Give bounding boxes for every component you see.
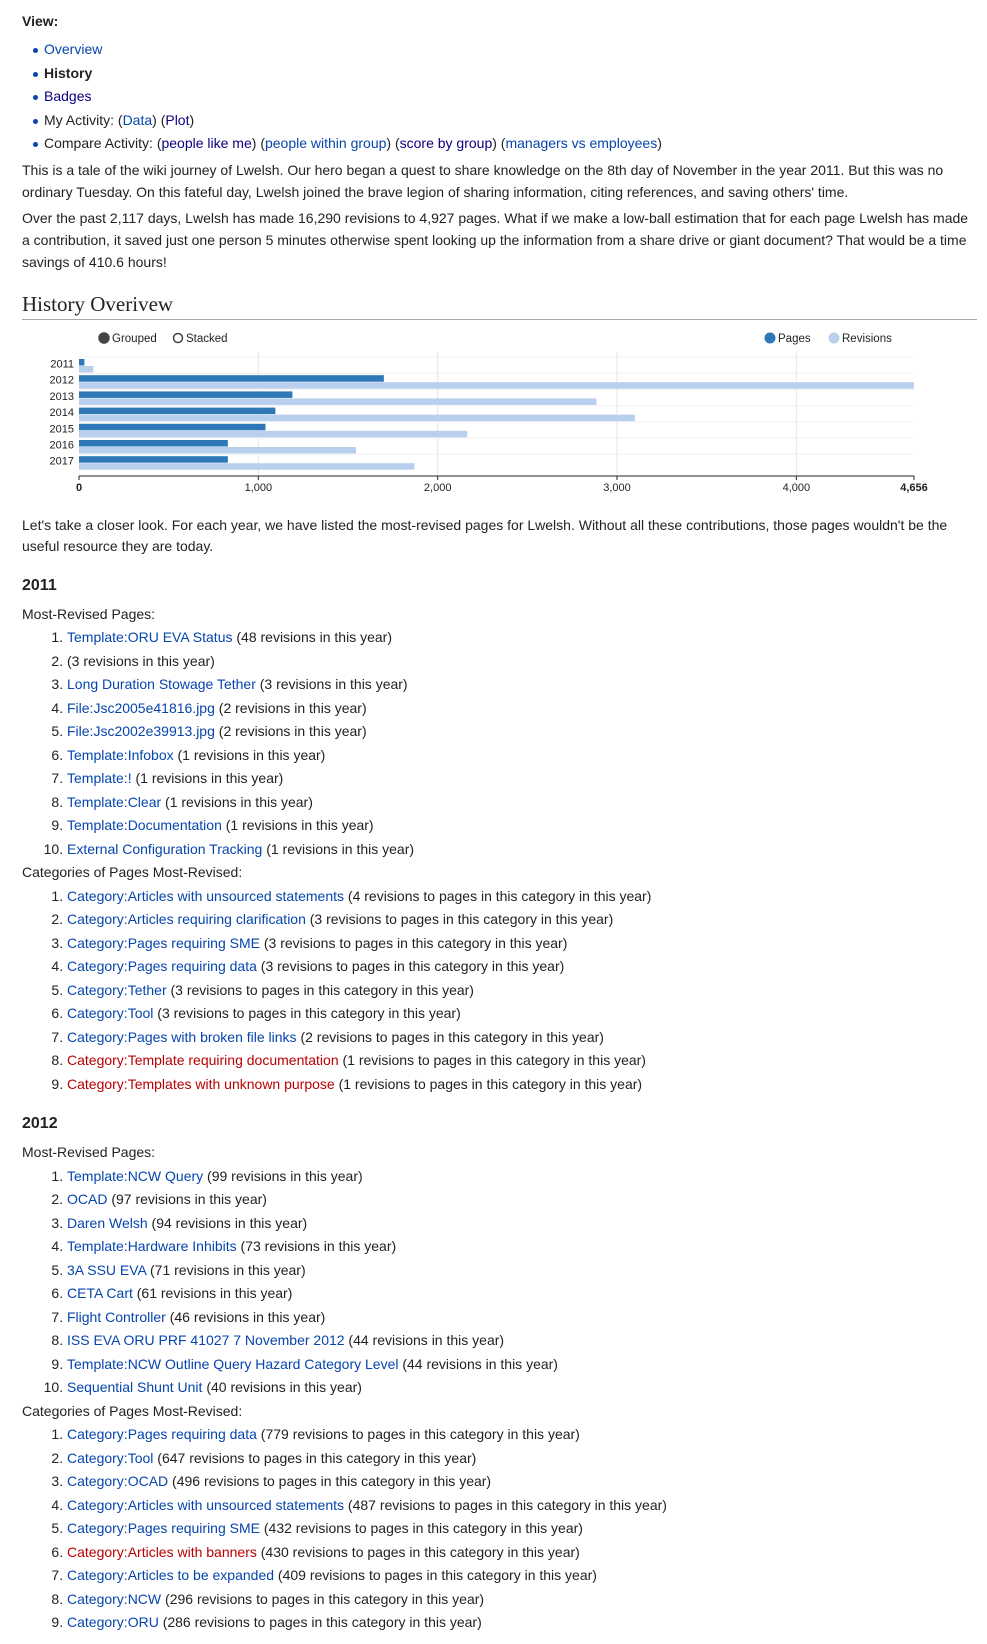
list-item [67,1306,977,1330]
list-item [67,1165,977,1189]
category-link[interactable]: Category:Articles with banners [67,1543,257,1560]
history-overview-heading: History Overivew [22,291,977,319]
revision-count: (2 revisions in this year) [214,723,367,740]
revision-count: (487 revisions to pages in this category in this year) [344,1496,667,1513]
page-link[interactable]: Template:! [67,770,132,787]
category-link[interactable]: Category:Articles requiring clarification [67,911,306,928]
separator: ) ( [492,135,506,152]
x-tick-label: 4,656 [900,481,928,494]
revision-count: (432 revisions to pages in this category in this year) [260,1520,583,1537]
my-activity-plot-link[interactable]: Plot [165,111,190,128]
list-item [67,885,977,909]
badges-link[interactable]: Badges [44,88,92,105]
bar-revisions-2012[interactable] [79,382,914,389]
bar-pages-2011[interactable] [79,359,84,366]
page-link[interactable]: Template:Hardware Inhibits [67,1238,237,1255]
x-tick-label: 2,000 [423,481,452,494]
list-item [67,1282,977,1306]
list-item [67,1470,977,1494]
list-item [67,1447,977,1471]
revision-count: (3 revisions to pages in this category in this year) [166,981,474,998]
list-item [67,1188,977,1212]
list-item [67,697,977,721]
view-item-badges [44,85,977,109]
category-tick-label: 2014 [49,406,74,419]
list-item [67,908,977,932]
list-item [67,626,977,650]
revision-count: (44 revisions in this year) [398,1355,558,1372]
separator: ) [657,135,662,152]
list-item [67,1049,977,1073]
score-by-group-link[interactable]: score by group [399,135,493,152]
category-link[interactable]: Category:Pages with broken file links [67,1028,297,1045]
most-revised-pages-label: Most-Revised Pages: [22,605,156,622]
stacked-radio[interactable] [174,333,183,342]
page-link[interactable]: CETA Cart [67,1285,133,1302]
x-tick-label: 1,000 [244,481,273,494]
view-nav [22,38,977,156]
revision-count: (48 revisions in this year) [232,629,392,646]
legend-pages-swatch[interactable] [765,332,776,343]
list-item [67,1588,977,1612]
revision-count: (296 revisions to pages in this category in this year) [161,1590,485,1607]
page-link[interactable]: Template:Clear [67,793,162,810]
bar-revisions-2015[interactable] [79,430,467,437]
page-link[interactable]: 3A SSU EVA [67,1261,147,1278]
revision-count: (779 revisions to pages in this category in this year) [256,1426,580,1443]
grouped-label[interactable]: Grouped [112,332,157,345]
intro-paragraph-2: Over the past 2,117 days, Lwelsh has made 16,290 revisions to 4,927 pages. What if we make a low-ball estimation that for each page Lwelsh has made a contribution, it saved just one person 5 minutes otherwise spent looking up the information from a share drive or giant document? That would be a time savings of 410.6 hours! [22,210,969,270]
list-item [67,791,977,815]
list-item [67,1541,977,1565]
category-link[interactable]: Category:ORU [67,1614,159,1631]
revision-count: (647 revisions to pages in this category in this year) [153,1449,477,1466]
list-item [67,1564,977,1588]
category-link[interactable]: Category:Articles to be expanded [67,1567,275,1584]
most-revised-pages-list [22,1165,977,1400]
x-tick-label: 3,000 [603,481,631,494]
bar-pages-2013[interactable] [79,391,292,398]
list-item [67,1002,977,1026]
revision-count: (71 revisions in this year) [146,1261,306,1278]
category-link[interactable]: Category:Articles with unsourced statements [67,887,345,904]
revision-count: (1 revisions in this year) [173,746,326,763]
page-link[interactable]: Flight Controller [67,1308,166,1325]
category-link[interactable]: Category:Templates with unknown purpose [67,1075,335,1092]
view-item-history: History [44,62,977,86]
category-link[interactable]: Category:Pages requiring SME [67,934,260,951]
compare-activity-label: Compare Activity: ( [44,135,162,152]
separator: ) ( [251,135,265,152]
separator: ) ( [386,135,400,152]
list-item [67,1329,977,1353]
people-within-group-link[interactable]: people within group [264,135,387,152]
x-tick-label: 0 [75,481,83,494]
my-activity-data-link[interactable]: Data [122,111,153,128]
history-chart [22,328,980,503]
categories-most-revised-label: Categories of Pages Most-Revised: [22,864,243,881]
my-activity-label: My Activity: ( [44,111,123,128]
revision-count: (44 revisions in this year) [344,1332,505,1349]
revision-count: (1 revisions to pages in this category in this year) [334,1075,643,1092]
list-item [67,767,977,791]
page-link[interactable]: Template:Infobox [67,746,174,763]
overview-link[interactable]: Overview [44,41,103,58]
bar-revisions-2011[interactable] [79,366,93,373]
closer-look-paragraph: Let's take a closer look. For each year, we have listed the most-revised pages for Lwelsh. Without all these contributions, those pages wouldn't be the useful resource they are today. [22,516,948,555]
revision-count: (73 revisions in this year) [236,1238,397,1255]
list-item [67,744,977,768]
bar-revisions-2017[interactable] [79,463,414,470]
separator: ) ( [152,111,166,128]
bar-pages-2012[interactable] [79,375,384,382]
view-item-compare-activity [44,132,977,156]
view-item-my-activity [44,109,977,133]
view-item-overview [44,38,977,62]
category-link[interactable]: Category:Pages requiring data [67,958,257,975]
revision-count: (430 revisions to pages in this category in this year) [256,1543,580,1560]
list-item [67,979,977,1003]
category-tick-label: 2012 [49,374,74,387]
bar-revisions-2014[interactable] [79,414,635,421]
list-item [67,1517,977,1541]
page-link[interactable]: Template:NCW Outline Query Hazard Category Level [67,1355,399,1372]
list-item [67,1494,977,1518]
revision-count: (1 revisions in this year) [262,840,415,857]
list-item [67,1026,977,1050]
view-label: View: [22,13,59,29]
years-container [22,576,977,1635]
category-tick-label: 2017 [49,455,74,468]
category-link[interactable]: Category:Tether [67,981,167,998]
list-item [67,720,977,744]
category-tick-label: 2016 [49,439,74,452]
stacked-label[interactable]: Stacked [186,332,228,345]
page-link[interactable]: Template:ORU EVA Status [67,629,233,646]
category-link[interactable]: Category:Pages requiring SME [67,1520,260,1537]
category-link[interactable]: Category:Pages requiring data [67,1426,257,1443]
page-link[interactable]: Template:Documentation [67,817,222,834]
category-tick-label: 2011 [50,358,74,371]
separator: ) [189,111,195,128]
page-link[interactable]: External Configuration Tracking [67,840,263,857]
page-link[interactable]: Daren Welsh [67,1214,148,1231]
bar-pages-2017[interactable] [79,456,228,463]
list-item [67,1611,977,1635]
intro-paragraph-1: This is a tale of the wiki journey of Lwelsh. Our hero began a quest to share knowledge on the 8th day of November in the year 2011. But this was no ordinary Tuesday. On this fateful day, Lwelsh joined the brave legion of sharing information, citing references, and saving others' time. [22,161,944,200]
list-item [67,1353,977,1377]
people-like-me-link[interactable]: people like me [161,135,252,152]
revision-count: (1 revisions to pages in this category in this year) [338,1052,646,1069]
revision-count: (2 revisions in this year) [214,699,367,716]
grouped-radio[interactable] [99,333,109,343]
history-bar-chart [22,328,980,503]
revision-count: (3 revisions to pages in this category in this year) [256,958,565,975]
category-link[interactable]: Category:OCAD [67,1473,169,1490]
revision-count: (4 revisions to pages in this category in this year) [344,887,652,904]
categories-most-revised-label: Categories of Pages Most-Revised: [22,1402,243,1419]
list-item [67,838,977,862]
list-item [67,1212,977,1236]
revision-count: (3 revisions in this year) [67,652,215,669]
page-link[interactable]: Sequential Shunt Unit [67,1379,203,1396]
revision-count: (3 revisions to pages in this category in this year) [153,1005,461,1022]
categories-list [22,885,977,1097]
bar-pages-2016[interactable] [79,440,228,447]
legend-pages-label[interactable]: Pages [778,332,811,345]
category-link[interactable]: Category:Tool [67,1449,154,1466]
list-item [67,814,977,838]
page-link[interactable]: File:Jsc2002e39913.jpg [67,723,215,740]
revision-count: (496 revisions to pages in this category in this year) [168,1473,492,1490]
list-item [67,932,977,956]
most-revised-pages-list [22,626,977,861]
revision-count: (61 revisions in this year) [132,1285,293,1302]
revision-count: (94 revisions in this year) [147,1214,308,1231]
page-link[interactable]: OCAD [67,1191,108,1208]
legend-revisions-swatch[interactable] [829,332,840,343]
legend-revisions-label[interactable]: Revisions [842,332,892,345]
revision-count: (3 revisions to pages in this category in this year) [305,911,614,928]
revision-count: (1 revisions in this year) [161,793,313,810]
bar-revisions-2016[interactable] [79,447,356,454]
x-tick-label: 4,000 [782,481,811,494]
revision-count: (3 revisions to pages in this category in this year) [260,934,568,951]
revision-count: (97 revisions in this year) [107,1191,267,1208]
list-item [67,1376,977,1400]
revision-count: (3 revisions in this year) [255,676,408,693]
categories-list [22,1423,977,1635]
revision-count: (1 revisions in this year) [131,770,284,787]
category-link[interactable]: Category:Tool [67,1005,154,1022]
list-item [67,1423,977,1447]
category-link[interactable]: Category:Template requiring documentation [67,1052,339,1069]
year-heading: 2012 [22,1115,58,1133]
page-link[interactable]: Long Duration Stowage Tether [67,676,256,693]
revision-count: (286 revisions to pages in this category in this year) [158,1614,482,1631]
list-item [67,650,977,674]
page-link[interactable]: File:Jsc2005e41816.jpg [67,699,215,716]
bar-pages-2015[interactable] [79,423,266,430]
page-link[interactable]: Template:NCW Query [67,1167,204,1184]
category-link[interactable]: Category:Articles with unsourced statements [67,1496,345,1513]
revision-count: (99 revisions in this year) [203,1167,363,1184]
list-item [67,1073,977,1097]
revision-count: (409 revisions to pages in this category in this year) [274,1567,597,1584]
most-revised-pages-label: Most-Revised Pages: [22,1144,156,1161]
revision-count: (40 revisions in this year) [202,1379,362,1396]
category-link[interactable]: Category:NCW [67,1590,162,1607]
bar-revisions-2013[interactable] [79,398,596,405]
list-item [67,673,977,697]
page-link[interactable]: ISS EVA ORU PRF 41027 7 November 2012 [67,1332,345,1349]
category-tick-label: 2015 [49,422,74,435]
revision-count: (1 revisions in this year) [221,817,374,834]
managers-vs-employees-link[interactable]: managers vs employees [505,135,658,152]
year-heading: 2011 [22,577,57,594]
bar-pages-2014[interactable] [79,407,275,414]
list-item [67,955,977,979]
list-item [67,1235,977,1259]
list-item [67,1259,977,1283]
category-tick-label: 2013 [49,390,74,403]
revision-count: (2 revisions to pages in this category in this year) [296,1028,604,1045]
revision-count: (46 revisions in this year) [165,1308,326,1325]
